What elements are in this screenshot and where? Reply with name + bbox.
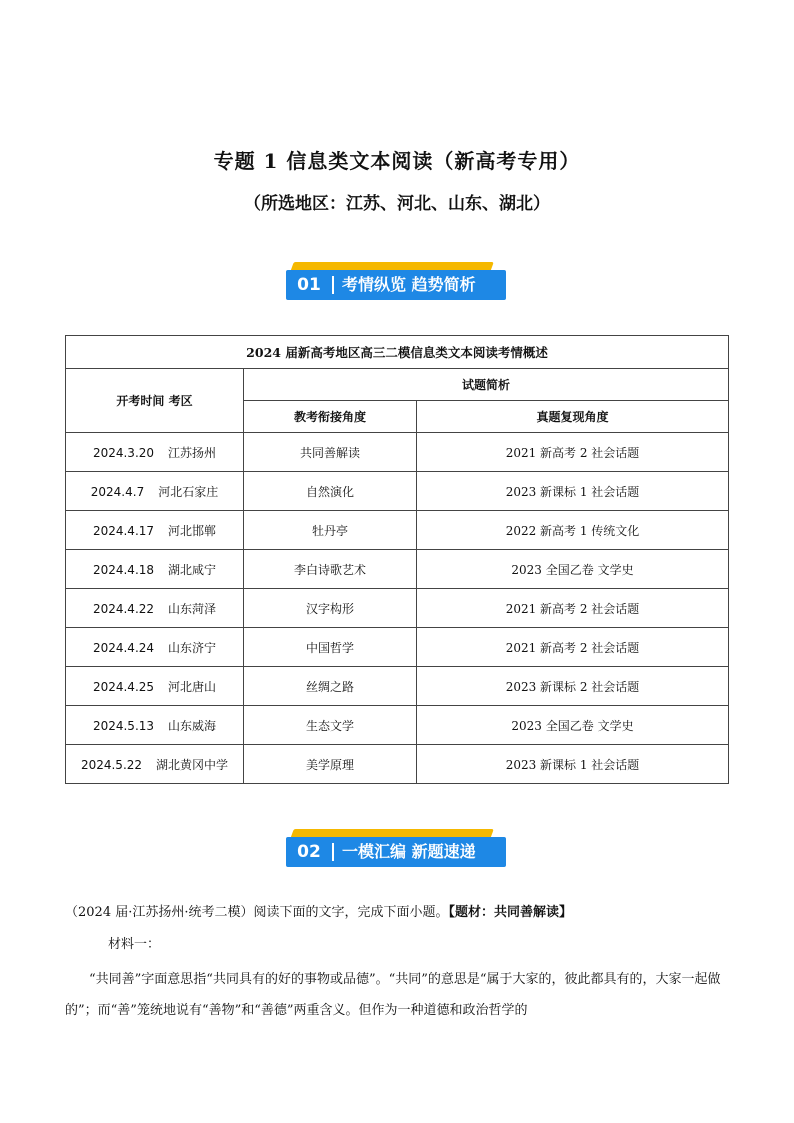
cell-source-angle: 2023 新课标 1 社会话题	[417, 472, 729, 511]
cell-source-angle: 2023 全国乙卷 文学史	[417, 706, 729, 745]
intro-text: （2024 届·江苏扬州·统考二模）阅读下面的文字，完成下面小题。	[65, 905, 449, 920]
header-time-region: 开考时间 考区	[66, 369, 244, 433]
cell-time-region	[66, 550, 244, 589]
cell-teaching-angle: 自然演化	[244, 472, 417, 511]
section-label: 考情纵览 趋势简析	[342, 275, 476, 294]
section-number: 01	[297, 275, 321, 295]
table-caption: 2024 届新高考地区高三二模信息类文本阅读考情概述	[66, 336, 729, 369]
section-number: 02	[297, 842, 321, 862]
cell-teaching-angle: 美学原理	[244, 745, 417, 784]
table-row	[66, 667, 729, 706]
exam-date: 2024.4.18	[92, 562, 155, 577]
exam-region: 江苏扬州	[168, 445, 217, 460]
exam-date: 2024.4.17	[92, 523, 155, 538]
exam-date: 2024.4.22	[92, 601, 155, 616]
exam-date: 2024.5.22	[80, 757, 143, 772]
cell-source-angle: 2021 新高考 2 社会话题	[417, 589, 729, 628]
cell-teaching-angle: 生态文学	[244, 706, 417, 745]
table-row	[66, 706, 729, 745]
exam-date: 2024.4.24	[92, 640, 155, 655]
cell-source-angle: 2021 新高考 2 社会话题	[417, 433, 729, 472]
table-row	[66, 433, 729, 472]
cell-time-region	[66, 667, 244, 706]
exam-date: 2024.5.13	[92, 718, 155, 733]
cell-teaching-angle: 中国哲学	[244, 628, 417, 667]
topic-tag: 【题材：共同善解读】	[448, 905, 572, 920]
exam-date: 2024.4.7	[90, 484, 145, 499]
cell-time-region	[66, 745, 244, 784]
exam-region: 湖北咸宁	[168, 562, 217, 577]
banner-divider	[332, 276, 334, 294]
cell-source-angle: 2022 新高考 1 传统文化	[417, 511, 729, 550]
material-label: 材料一：	[108, 937, 161, 952]
cell-teaching-angle: 李白诗歌艺术	[244, 550, 417, 589]
header-teaching-angle: 教考衔接角度	[244, 401, 417, 433]
question-intro	[65, 903, 729, 923]
header-analysis-group: 试题简析	[244, 369, 729, 401]
table-row	[66, 472, 729, 511]
cell-time-region	[66, 628, 244, 667]
cell-teaching-angle: 丝绸之路	[244, 667, 417, 706]
document-title: 专题 1 信息类文本阅读（新高考专用）	[213, 149, 581, 173]
cell-source-angle: 2021 新高考 2 社会话题	[417, 628, 729, 667]
section-label: 一模汇编 新题速递	[342, 842, 476, 861]
table-row	[66, 511, 729, 550]
document-subtitle: （所选地区：江苏、河北、山东、湖北）	[244, 194, 550, 214]
cell-source-angle: 2023 新课标 1 社会话题	[417, 745, 729, 784]
table-row	[66, 589, 729, 628]
exam-date: 2024.3.20	[92, 445, 155, 460]
cell-source-angle: 2023 全国乙卷 文学史	[417, 550, 729, 589]
cell-teaching-angle: 汉字构形	[244, 589, 417, 628]
exam-date: 2024.4.25	[92, 679, 155, 694]
exam-region: 山东威海	[168, 718, 217, 733]
exam-region: 河北石家庄	[158, 484, 219, 499]
exam-region: 山东济宁	[168, 640, 217, 655]
cell-time-region	[66, 433, 244, 472]
exam-region: 河北邯郸	[168, 523, 217, 538]
cell-time-region	[66, 706, 244, 745]
material-paragraph: “共同善”字面意思指“共同具有的好的事物或品德”。“共同”的意思是“属于大家的，彼此都具有的，大家一起做的”；而“善”笼统地说有“善物”和“善德”两重含义。但作为一种道德和政治哲学的	[65, 972, 721, 1018]
exam-overview-table	[65, 335, 729, 784]
header-source-angle: 真题复现角度	[417, 401, 729, 433]
cell-source-angle: 2023 新课标 2 社会话题	[417, 667, 729, 706]
table-row	[66, 628, 729, 667]
section-banner-overview	[286, 262, 506, 306]
table-row	[66, 745, 729, 784]
table-row	[66, 550, 729, 589]
cell-teaching-angle: 牡丹亭	[244, 511, 417, 550]
cell-time-region	[66, 472, 244, 511]
cell-time-region	[66, 589, 244, 628]
exam-region: 河北唐山	[168, 679, 217, 694]
cell-teaching-angle: 共同善解读	[244, 433, 417, 472]
exam-region: 山东菏泽	[168, 601, 217, 616]
exam-region: 湖北黄冈中学	[156, 757, 229, 772]
cell-time-region	[66, 511, 244, 550]
section-banner-new-questions	[286, 829, 506, 873]
banner-divider	[332, 843, 334, 861]
